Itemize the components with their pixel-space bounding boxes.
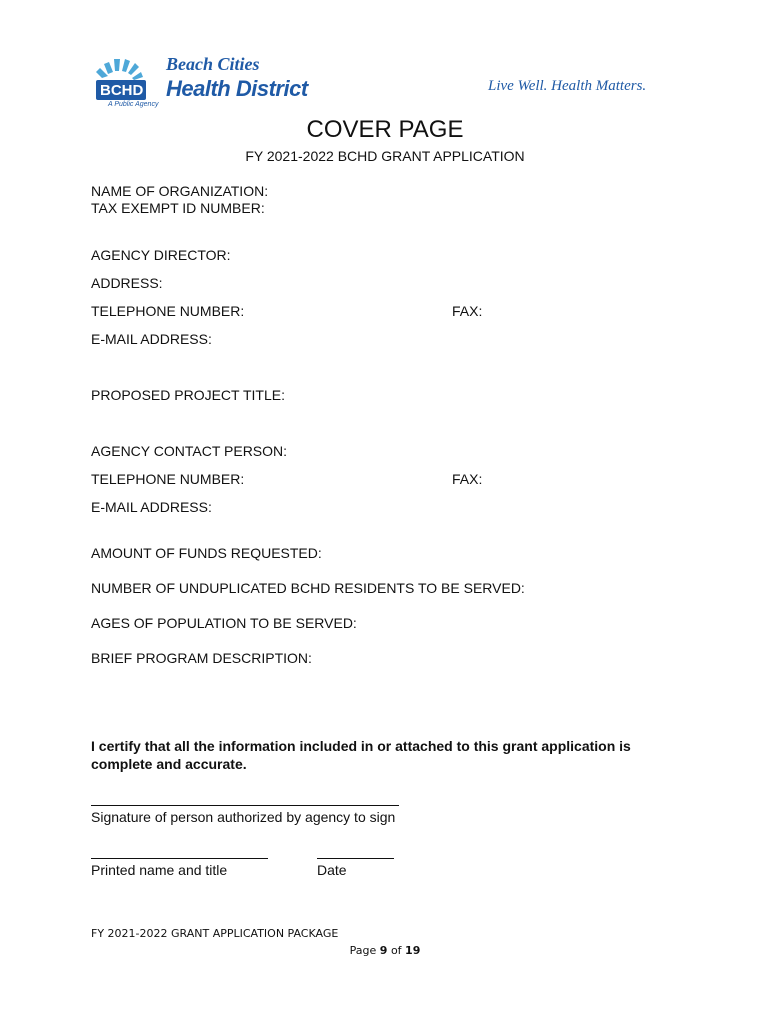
page-number <box>0 944 770 957</box>
signature-label: Signature of person authorized by agency to sign <box>91 809 396 825</box>
contact-email-label: E-MAIL ADDRESS: <box>91 499 212 515</box>
page-word: Page <box>349 944 377 957</box>
logo-abbrev: BCHD <box>100 82 144 99</box>
page-total: 19 <box>405 944 421 957</box>
of-word: of <box>390 944 402 957</box>
logo-agency: A Public Agency <box>108 101 159 108</box>
date-label: Date <box>317 862 347 878</box>
description-label: BRIEF PROGRAM DESCRIPTION: <box>91 650 312 666</box>
contact-telephone-label: TELEPHONE NUMBER: <box>91 471 245 487</box>
page-subtitle: FY 2021-2022 BCHD GRANT APPLICATION <box>245 148 525 164</box>
tagline: Live Well. Health Matters. <box>488 78 647 94</box>
contact-fax-label: FAX: <box>452 471 483 487</box>
printed-name-line <box>91 858 268 859</box>
signature-line <box>91 805 399 806</box>
funds-label: AMOUNT OF FUNDS REQUESTED: <box>91 545 322 561</box>
bchd-logo <box>94 50 334 112</box>
footer-package: FY 2021-2022 GRANT APPLICATION PACKAGE <box>91 927 339 940</box>
certification-line-1: I certify that all the information included in or attached to this grant application is <box>91 738 631 754</box>
project-title-label: PROPOSED PROJECT TITLE: <box>91 387 285 403</box>
director-label: AGENCY DIRECTOR: <box>91 247 231 263</box>
date-line <box>317 858 394 859</box>
contact-person-label: AGENCY CONTACT PERSON: <box>91 443 288 459</box>
logo-script: Beach Cities <box>166 54 260 74</box>
printed-name-label: Printed name and title <box>91 862 228 878</box>
address-label: ADDRESS: <box>91 275 163 291</box>
ages-label: AGES OF POPULATION TO BE SERVED: <box>91 615 357 631</box>
telephone-label: TELEPHONE NUMBER: <box>91 303 245 319</box>
page-current: 9 <box>379 944 388 957</box>
tax-id-label: TAX EXEMPT ID NUMBER: <box>91 200 265 216</box>
certification-line-2: complete and accurate. <box>91 756 247 772</box>
residents-label: NUMBER OF UNDUPLICATED BCHD RESIDENTS TO BE SERVED: <box>91 580 525 596</box>
page-title: COVER PAGE <box>306 116 464 143</box>
org-name-label: NAME OF ORGANIZATION: <box>91 183 269 199</box>
logo-name: Health District <box>166 76 308 101</box>
fax-label: FAX: <box>452 303 483 319</box>
email-label: E-MAIL ADDRESS: <box>91 331 212 347</box>
